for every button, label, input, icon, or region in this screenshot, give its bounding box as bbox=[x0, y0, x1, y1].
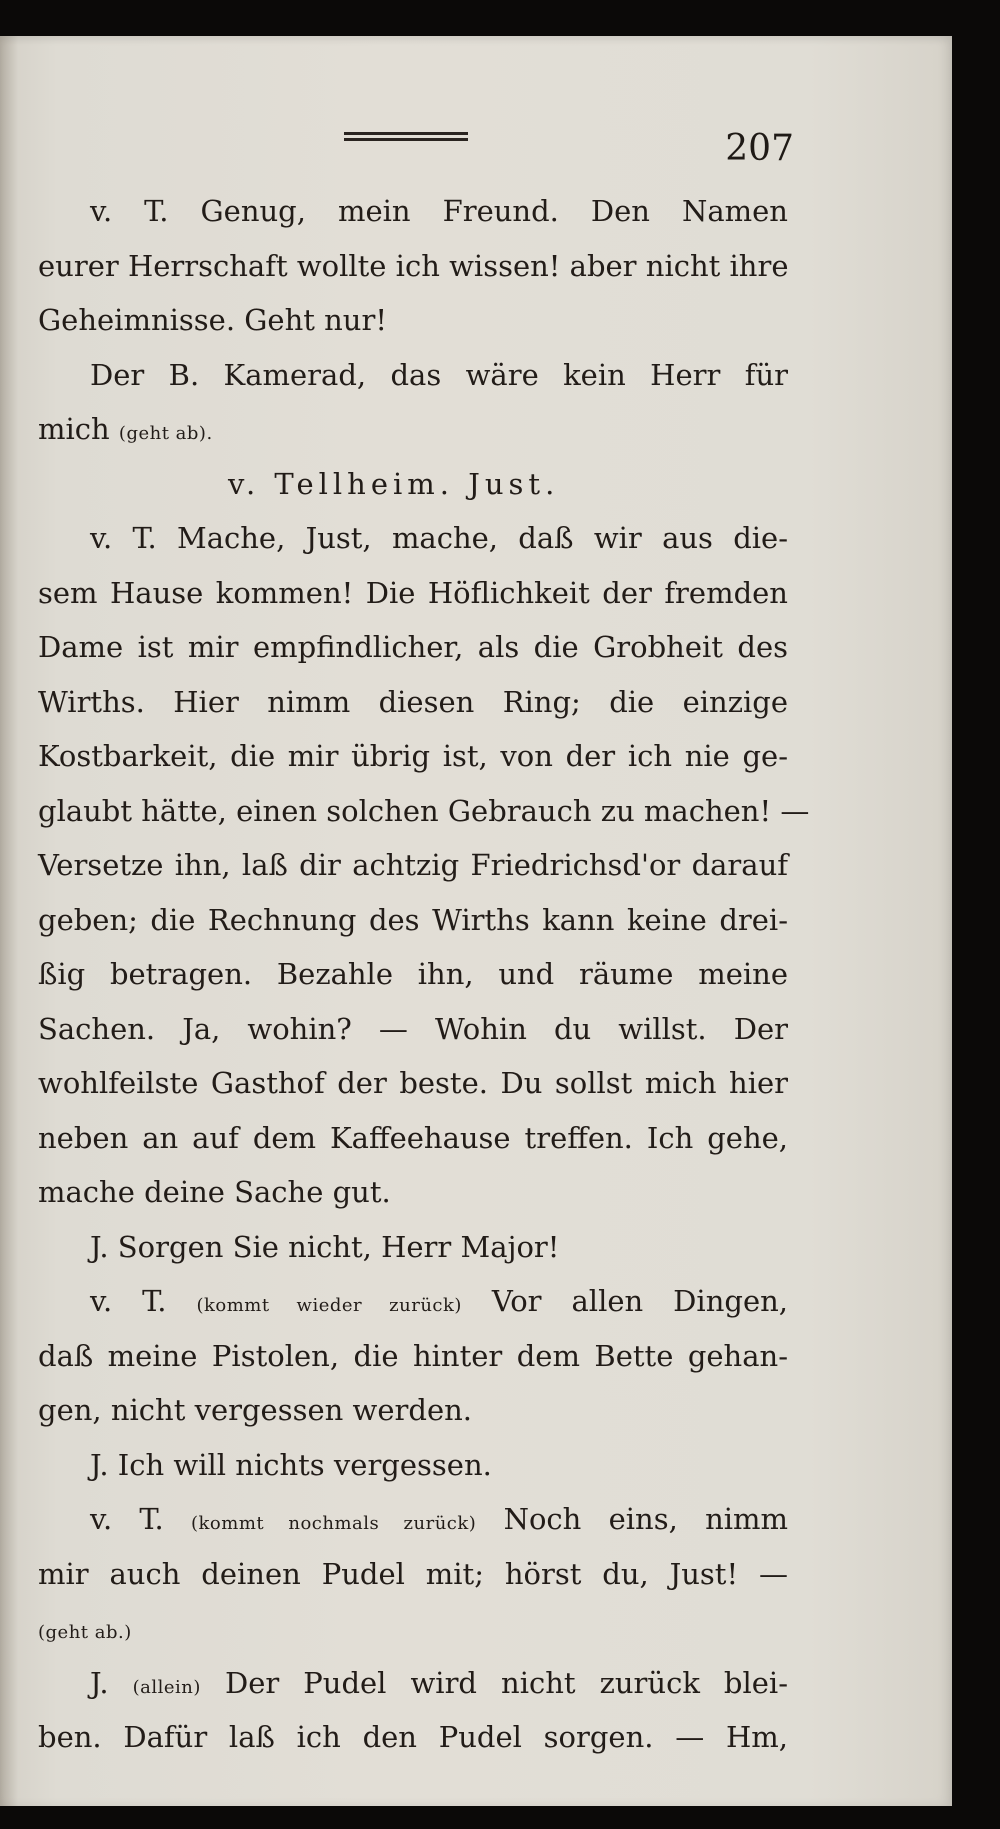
stage-direction: (geht ab). bbox=[118, 423, 213, 444]
stage-direction: (allein) bbox=[132, 1676, 201, 1698]
text-line: v. T. Genug, mein Freund. Den Namen bbox=[90, 194, 788, 228]
text-line: ben. Dafür laß ich den Pudel sorgen. — Hm, bbox=[38, 1720, 788, 1754]
text-line: Sachen. Ja, wohin? — Wohin du willst. Der bbox=[38, 1011, 788, 1046]
text-line: v. T. (kommt nochmals zurück) Noch eins, nimm bbox=[90, 1502, 789, 1536]
text-line: J. Sorgen Sie nicht, Herr Major! bbox=[90, 1229, 560, 1264]
text-line bbox=[38, 1601, 788, 1656]
text-line: Kostbarkeit, die mir übrig ist, von der ich nie ge- bbox=[38, 739, 788, 773]
text-line: mich (geht ab). bbox=[38, 412, 213, 446]
text-block bbox=[38, 184, 810, 1765]
text-line: mir auch deinen Pudel mit; hörst du, Just! — bbox=[38, 1556, 788, 1591]
text-line: eurer Herrschaft wollte ich wissen! aber nicht ihre bbox=[38, 248, 789, 283]
text-line: Geheimnisse. Geht nur! bbox=[38, 303, 388, 337]
text-line: Versetze ihn, laß dir achtzig Friedrichsd'or darauf bbox=[38, 848, 788, 882]
text-line: v. Tellheim. Just. bbox=[228, 466, 560, 501]
text-line: gen, nicht vergessen werden. bbox=[38, 1393, 473, 1427]
stage-direction: (kommt nochmals zurück) bbox=[190, 1513, 477, 1534]
text-line: ßig betragen. Bezahle ihn, und räume meine bbox=[38, 957, 788, 991]
header-rule bbox=[344, 132, 468, 140]
page-number: 207 bbox=[725, 128, 794, 169]
book-page bbox=[0, 36, 952, 1806]
text-line: glaubt hätte, einen solchen Gebrauch zu machen! — bbox=[38, 793, 810, 828]
text-line: J. Ich will nichts vergessen. bbox=[90, 1447, 492, 1482]
text-line: J. (allein) Der Pudel wird nicht zurück blei- bbox=[90, 1665, 788, 1700]
stage-direction: (geht ab.) bbox=[38, 1622, 132, 1643]
text-line: geben; die Rechnung des Wirths kann keine drei- bbox=[38, 902, 788, 937]
header-rule-line bbox=[344, 138, 468, 141]
text-line: v. T. (kommt wieder zurück) Vor allen Dingen, bbox=[90, 1284, 788, 1318]
text-line: Dame ist mir empfindlicher, als die Grobheit des bbox=[38, 630, 788, 664]
header-rule-line bbox=[344, 132, 468, 135]
text-line: Der B. Kamerad, das wäre kein Herr für bbox=[90, 357, 788, 392]
text-line: Wirths. Hier nimm diesen Ring; die einzige bbox=[38, 684, 788, 719]
text-line: mache deine Sache gut. bbox=[38, 1175, 391, 1209]
stage-direction: (kommt wieder zurück) bbox=[196, 1295, 462, 1316]
spine-shadow bbox=[0, 36, 18, 1806]
text-line: neben an auf dem Kaffeehause treffen. Ich gehe, bbox=[38, 1120, 788, 1155]
text-line: wohlfeilste Gasthof der beste. Du sollst mich hier bbox=[38, 1066, 788, 1100]
text-line: sem Hause kommen! Die Höflichkeit der fremden bbox=[38, 575, 788, 610]
text-line: v. T. Mache, Just, mache, daß wir aus die- bbox=[90, 521, 788, 555]
text-line: daß meine Pistolen, die hinter dem Bette gehan- bbox=[38, 1338, 788, 1373]
